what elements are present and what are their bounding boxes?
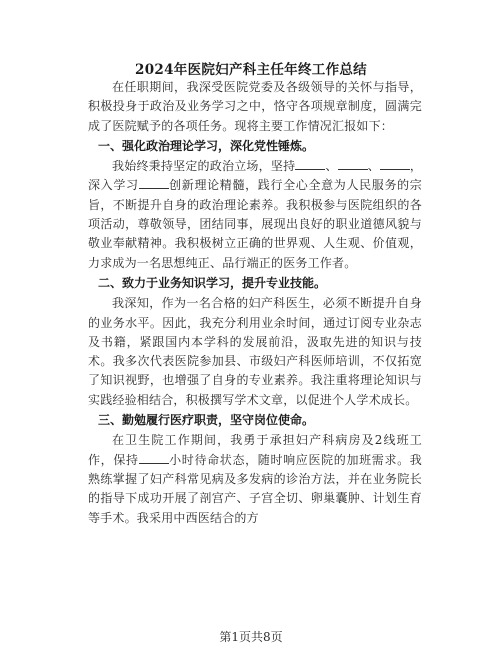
section-3-heading: 三、勤勉履行医疗职责，坚守岗位使命。 [98,413,315,428]
section-1-text-c: ，深入学习 [88,159,423,193]
section-1-text-b: 、 [367,159,380,174]
page-number-footer: 第1页共8页 [219,630,283,644]
fill-blank [380,158,410,170]
section-1-paragraph [88,157,422,273]
section-2-heading: 二、致力于业务知识学习，提升专业技能。 [98,275,327,290]
section-1-text-a: 我始终秉持坚定的政治立场，坚持 [112,159,296,174]
section-3-paragraph [88,431,422,527]
document-body [88,78,422,528]
section-1-heading: 一、强化政治理论学习，深化党性锤炼。 [98,138,315,153]
fill-blank [139,177,169,189]
section-3-text-b: 小时待命状态，随时响应医院的加班需求。我熟练掌握了妇产科常见病及多发病的诊治方法，并在业务院长的指导下成功开展了剖宫产、子宫全切、卵巢囊肿、计划生育等手术。我采用中西医结合的方 [88,452,422,525]
section-1-text-d: 创新理论精髓，践行全心全意为人民服务的宗旨，不断提升自身的政治理论素养。我积极参与医院组织的各项活动，尊敬领导，团结同事，展现出良好的职业道德风貌与敬业奉献精神。我积极树立正确的世界观、人生观、价值观，力求成为一名思想纯正、品行端正的医务工作者。 [88,178,422,270]
intro-paragraph: 在任职期间，我深受医院党委及各级领导的关怀与指导，积极投身于政治及业务学习之中，恪守各项规章制度，圆满完成了医院赋予的各项任务。现将主要工作情况汇报如下： [88,80,422,133]
fill-blank [338,158,368,170]
section-2-paragraph: 我深知，作为一名合格的妇产科医生，必须不断提升自身的业务水平。因此，我充分利用业余时间，通过订阅专业杂志及书籍，紧跟国内本学科的发展前沿，汲取先进的知识与技术。我多次代表医院参加县、市级妇产科医师培训，不仅拓宽了知识视野，也增强了自身的专业素养。我注重将理论知识与实践经验相结合，积极撰写学术文章，以促进个人学术成长。 [88,296,422,407]
document-title: 2024年医院妇产科主任年终工作总结 [135,62,367,78]
section-3-text-a: 在卫生院工作期间，我勇于承担妇产科病房及2线班工作，保持 [88,433,422,467]
section-1-separator: 、 [325,159,338,174]
fill-blank [295,158,325,170]
fill-blank [139,452,169,464]
